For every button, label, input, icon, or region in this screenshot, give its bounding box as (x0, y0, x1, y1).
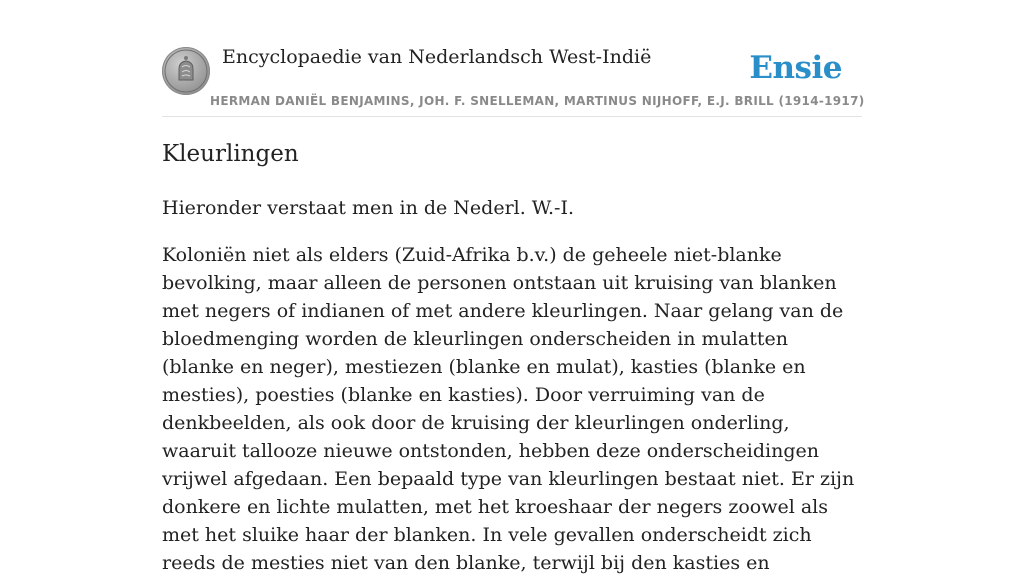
book-title[interactable]: Encyclopaedie van Nederlandsch West-Indië (222, 46, 652, 68)
header (162, 40, 865, 117)
article-title: Kleurlingen (162, 141, 299, 167)
article-paragraph: Koloniën niet als elders (Zuid-Afrika b.v.) de geheele niet-blanke bevolking, maar alleen de personen ontstaan uit kruising van blanken met negers of indianen of met andere kleurlingen. Naar gelang van de bloedmenging worden de kleurlingen onderscheiden in mulatten (blanke en neger), mestiezen (blanke en mulat), kasties (blanke en mesties), poesties (blanke en kasties). Door verruiming van de denkbeelden, als ook door de kruising der kleurlingen onderling, waaruit tallooze nieuwe ontstonden, hebben deze onderscheidingen vrijwel afgedaan. Een bepaald type van kleurlingen bestaat niet. Er zijn donkere en lichte mulatten, met het kroeshaar der negers zoowel als met het sluike haar der blanken. In vele gevallen onderscheidt zich reeds de mesties niet van den blanke, terwijl bij den kasties en (162, 244, 855, 574)
article-paragraph: Hieronder verstaat men in de Nederl. W.-I. (162, 197, 575, 219)
book-authors: HERMAN DANIËL BENJAMINS, JOH. F. SNELLEMAN, MARTINUS NIJHOFF, E.J. BRILL (1914-1917) (210, 94, 865, 108)
dutch-coin-lion-icon[interactable] (162, 47, 210, 95)
article (162, 138, 862, 577)
ensie-logo[interactable]: Ensie (749, 50, 842, 86)
